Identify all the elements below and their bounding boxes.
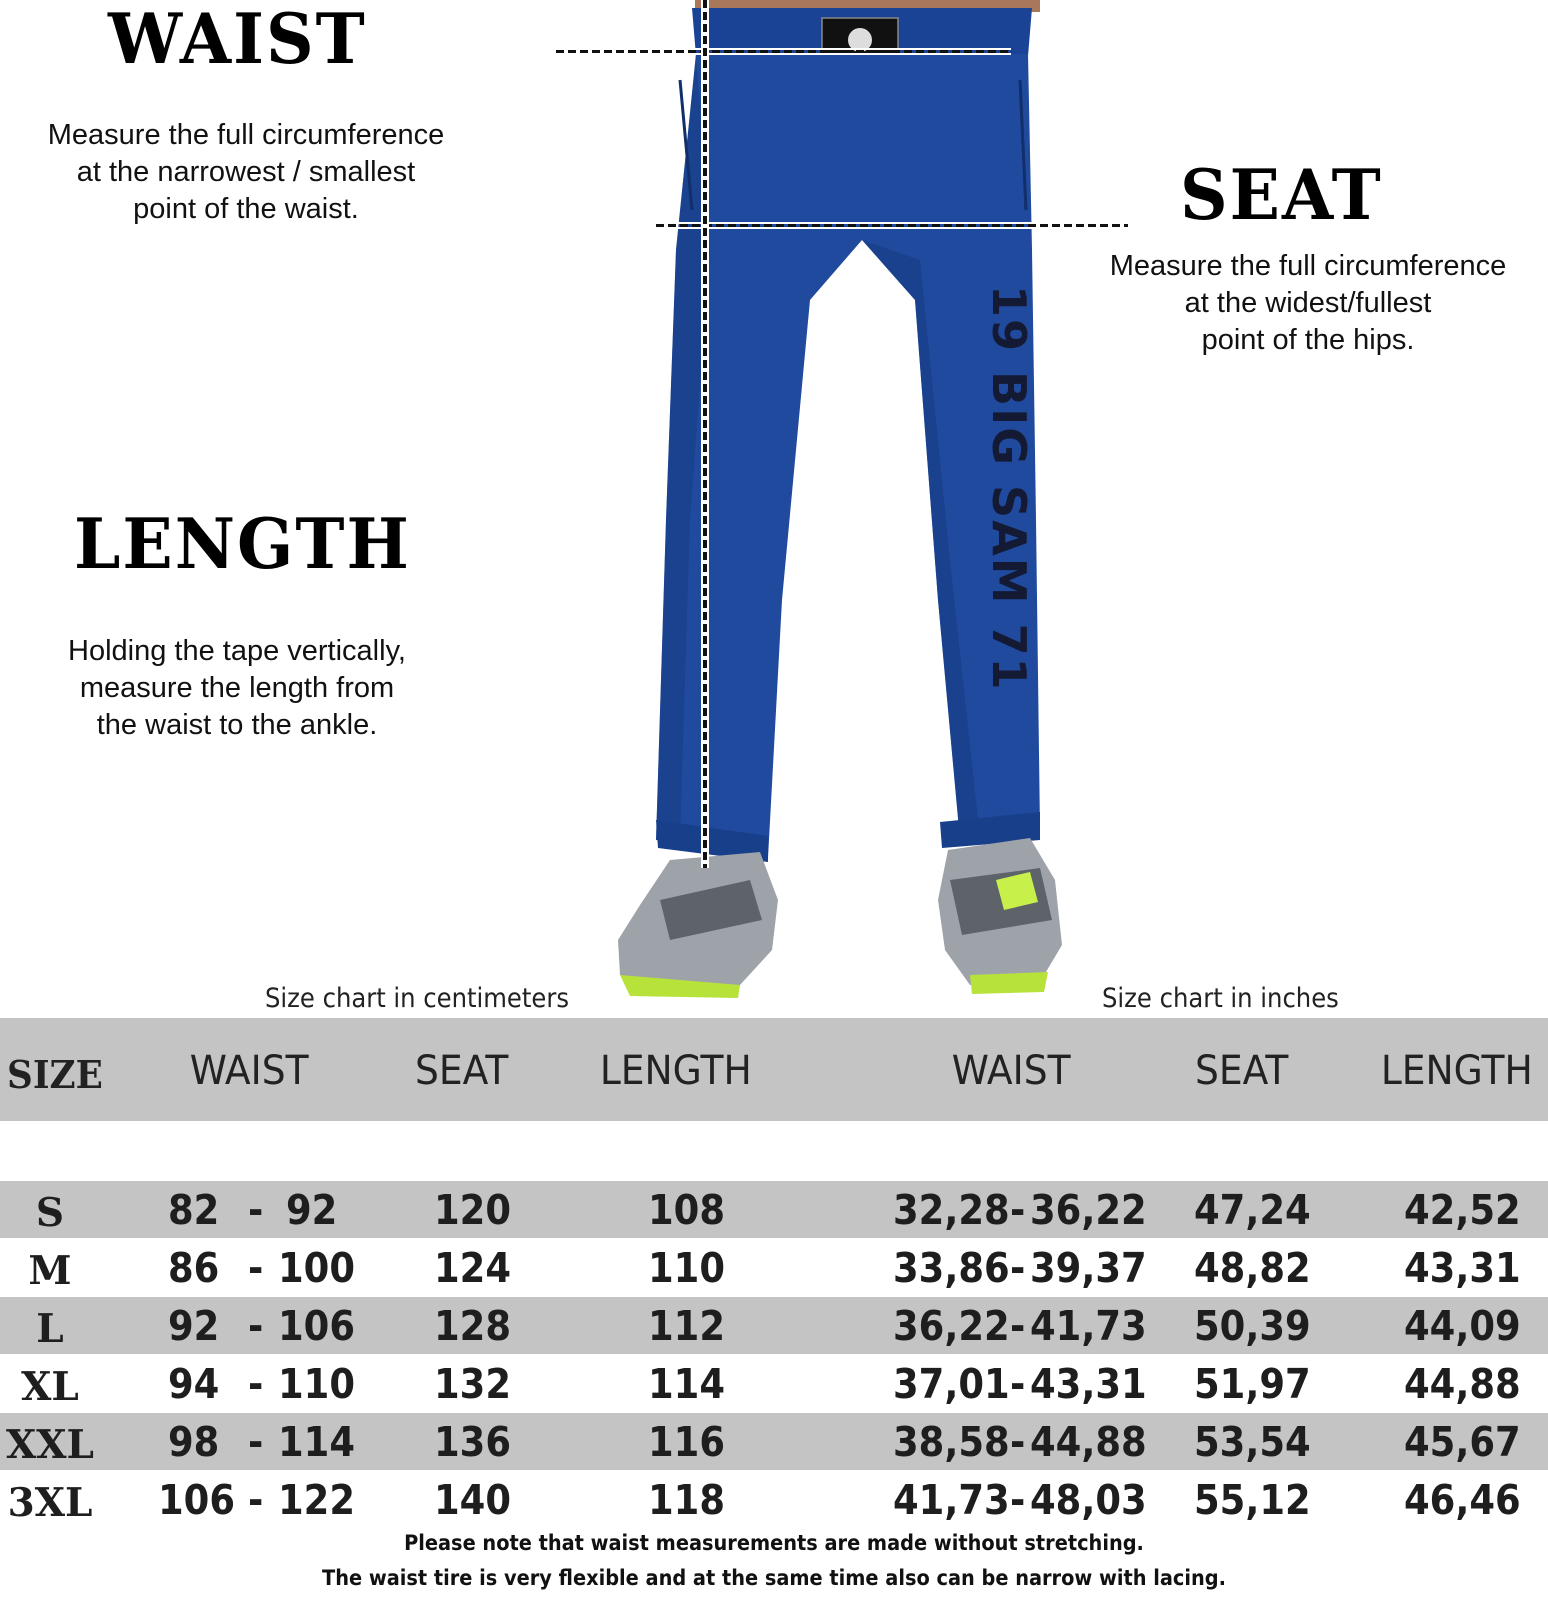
seat-description-line-1: Measure the full circumference bbox=[1109, 250, 1507, 282]
cm-waist-max: 110 bbox=[278, 1360, 355, 1408]
table-row bbox=[0, 1413, 1548, 1470]
cm-chart-caption: Size chart in centimeters bbox=[265, 983, 569, 1014]
table-row bbox=[0, 1355, 1548, 1412]
note-line-2: The waist tire is very flexible and at the same time also can be narrow with lacing. bbox=[322, 1566, 1226, 1591]
size-label: L bbox=[36, 1306, 64, 1352]
pants-illustration bbox=[600, 0, 1120, 1010]
range-dash: - bbox=[1010, 1244, 1026, 1292]
header-size: SIZE bbox=[7, 1052, 103, 1097]
length-description-line-3: the waist to the ankle. bbox=[96, 709, 378, 741]
length-measure-line bbox=[703, 0, 707, 868]
in-length: 45,67 bbox=[1404, 1418, 1521, 1466]
cm-waist-min: 94 bbox=[168, 1360, 220, 1408]
cm-waist-min: 106 bbox=[158, 1476, 235, 1524]
length-description bbox=[0, 633, 477, 744]
range-dash: - bbox=[1010, 1418, 1026, 1466]
cm-seat: 132 bbox=[434, 1360, 511, 1408]
range-dash: - bbox=[248, 1476, 264, 1524]
inch-chart-caption: Size chart in inches bbox=[1102, 983, 1339, 1014]
cm-length: 114 bbox=[648, 1360, 725, 1408]
cm-seat: 140 bbox=[434, 1476, 511, 1524]
cm-length: 108 bbox=[648, 1186, 725, 1234]
header-cm-seat: SEAT bbox=[414, 1048, 509, 1094]
in-length: 42,52 bbox=[1404, 1186, 1521, 1234]
in-seat: 50,39 bbox=[1194, 1302, 1311, 1350]
seat-description-line-3: point of the hips. bbox=[1201, 324, 1415, 356]
waist-measure-line bbox=[556, 50, 1011, 53]
cm-waist-max: 100 bbox=[278, 1244, 355, 1292]
cm-waist-max: 92 bbox=[286, 1186, 338, 1234]
size-label: XL bbox=[21, 1364, 79, 1410]
in-waist-max: 44,88 bbox=[1030, 1418, 1147, 1466]
range-dash: - bbox=[248, 1244, 264, 1292]
cm-seat: 120 bbox=[434, 1186, 511, 1234]
length-heading: LENGTH bbox=[74, 503, 411, 585]
in-waist-max: 36,22 bbox=[1030, 1186, 1147, 1234]
in-waist-min: 41,73 bbox=[893, 1476, 1010, 1524]
pants-body bbox=[656, 54, 1040, 858]
range-dash: - bbox=[248, 1186, 264, 1234]
in-waist-max: 39,37 bbox=[1030, 1244, 1147, 1292]
in-seat: 47,24 bbox=[1194, 1186, 1311, 1234]
in-waist-min: 38,58 bbox=[893, 1418, 1010, 1466]
table-row bbox=[0, 1471, 1548, 1528]
table-row bbox=[0, 1181, 1548, 1238]
cm-length: 118 bbox=[648, 1476, 725, 1524]
table-row bbox=[0, 1297, 1548, 1354]
header-in-waist: WAIST bbox=[951, 1048, 1071, 1094]
cm-waist-max: 106 bbox=[278, 1302, 355, 1350]
seat-description-line-2: at the widest/fullest bbox=[1184, 287, 1432, 319]
table-header-row bbox=[0, 1018, 1548, 1121]
header-cm-length: LENGTH bbox=[599, 1048, 752, 1094]
in-waist-min: 32,28 bbox=[893, 1186, 1010, 1234]
in-length: 44,09 bbox=[1404, 1302, 1521, 1350]
cm-waist-max: 114 bbox=[278, 1418, 355, 1466]
seat-heading: SEAT bbox=[1180, 154, 1383, 236]
range-dash: - bbox=[1010, 1360, 1026, 1408]
waist-heading: WAIST bbox=[108, 0, 367, 80]
pants-print-text: 19 BIG SAM 71 bbox=[982, 285, 1036, 692]
size-label: 3XL bbox=[7, 1480, 93, 1526]
in-length: 46,46 bbox=[1404, 1476, 1521, 1524]
length-description-line-1: Holding the tape vertically, bbox=[68, 635, 406, 667]
header-in-seat: SEAT bbox=[1194, 1048, 1289, 1094]
in-seat: 48,82 bbox=[1194, 1244, 1311, 1292]
range-dash: - bbox=[1010, 1186, 1026, 1234]
range-dash: - bbox=[248, 1418, 264, 1466]
range-dash: - bbox=[1010, 1476, 1026, 1524]
header-cm-waist: WAIST bbox=[189, 1048, 309, 1094]
in-length: 44,88 bbox=[1404, 1360, 1521, 1408]
cm-seat: 136 bbox=[434, 1418, 511, 1466]
cm-length: 112 bbox=[648, 1302, 725, 1350]
note-line-1: Please note that waist measurements are made without stretching. bbox=[404, 1531, 1144, 1556]
in-waist-min: 37,01 bbox=[893, 1360, 1010, 1408]
in-waist-max: 43,31 bbox=[1030, 1360, 1147, 1408]
in-seat: 53,54 bbox=[1194, 1418, 1311, 1466]
range-dash: - bbox=[248, 1360, 264, 1408]
seat-measure-line bbox=[656, 224, 1128, 227]
header-in-length: LENGTH bbox=[1380, 1048, 1533, 1094]
in-waist-min: 36,22 bbox=[893, 1302, 1010, 1350]
in-waist-max: 48,03 bbox=[1030, 1476, 1147, 1524]
range-dash: - bbox=[1010, 1302, 1026, 1350]
pants-figure bbox=[600, 0, 1120, 1010]
cm-waist-min: 86 bbox=[168, 1244, 220, 1292]
length-description-line-2: measure the length from bbox=[79, 672, 395, 704]
range-dash: - bbox=[248, 1302, 264, 1350]
in-seat: 51,97 bbox=[1194, 1360, 1311, 1408]
waist-description bbox=[6, 117, 486, 228]
waist-description-line-2: at the narrowest / smallest bbox=[76, 156, 416, 188]
size-label: M bbox=[28, 1248, 72, 1294]
waist-description-line-1: Measure the full circumference bbox=[47, 119, 445, 151]
table-row bbox=[0, 1239, 1548, 1296]
cm-waist-min: 92 bbox=[168, 1302, 220, 1350]
size-label: XXL bbox=[6, 1422, 94, 1468]
seat-description bbox=[1068, 248, 1548, 359]
cm-seat: 124 bbox=[434, 1244, 511, 1292]
cm-waist-min: 82 bbox=[168, 1186, 220, 1234]
size-label: S bbox=[35, 1190, 65, 1236]
waist-description-line-3: point of the waist. bbox=[133, 193, 359, 225]
in-waist-max: 41,73 bbox=[1030, 1302, 1147, 1350]
in-waist-min: 33,86 bbox=[893, 1244, 1010, 1292]
cm-length: 116 bbox=[648, 1418, 725, 1466]
cm-length: 110 bbox=[648, 1244, 725, 1292]
cm-waist-max: 122 bbox=[278, 1476, 355, 1524]
in-seat: 55,12 bbox=[1194, 1476, 1311, 1524]
cm-waist-min: 98 bbox=[168, 1418, 220, 1466]
in-length: 43,31 bbox=[1404, 1244, 1521, 1292]
cm-seat: 128 bbox=[434, 1302, 511, 1350]
